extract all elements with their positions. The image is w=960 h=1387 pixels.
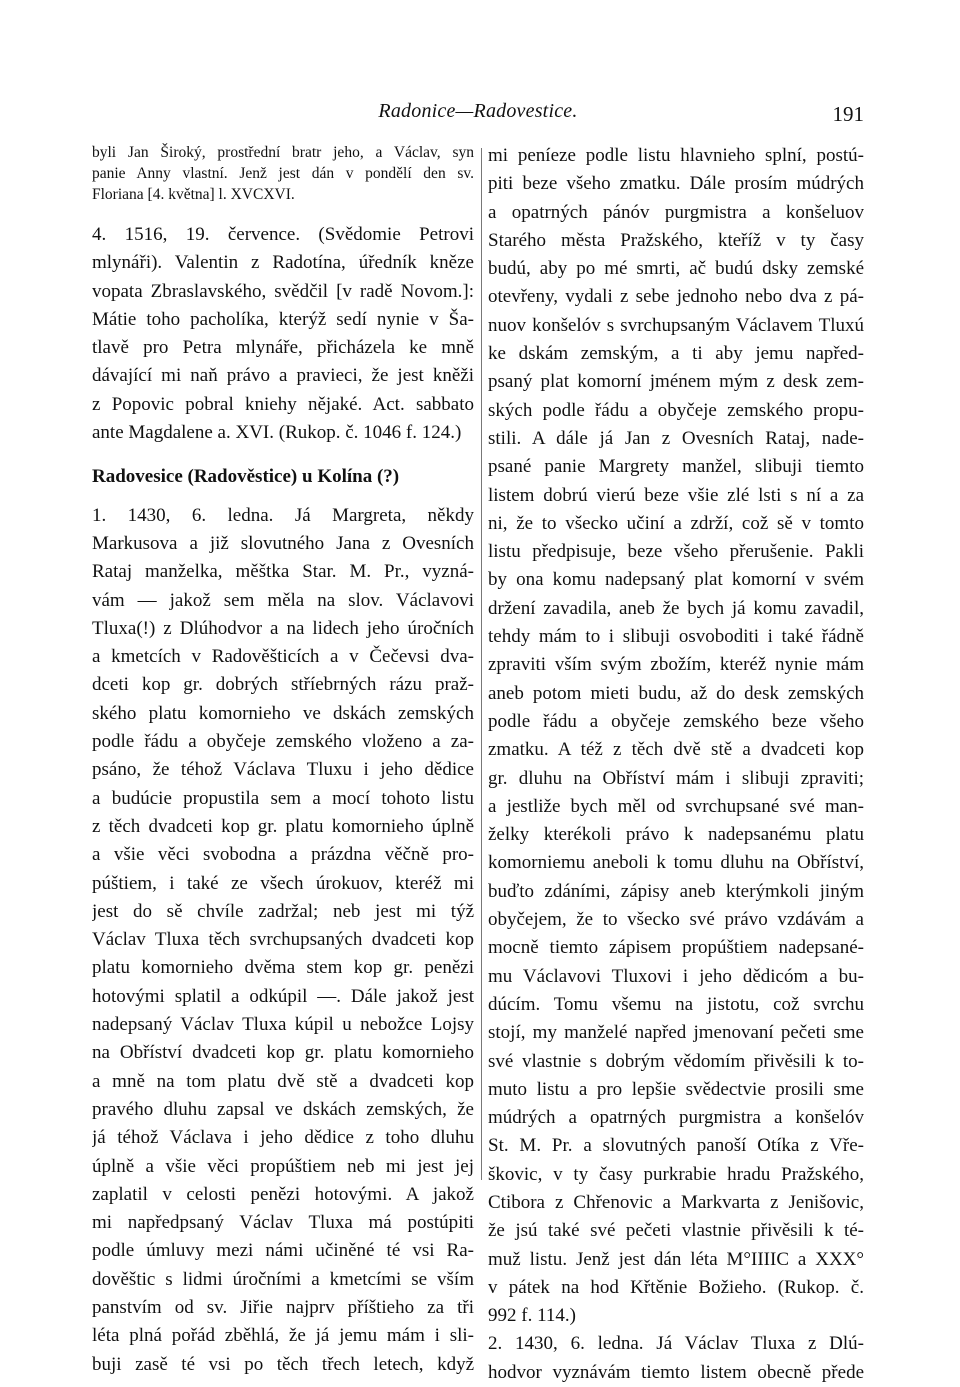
text-line: stojí, my manželé napřed jmenovaní pečeti sme	[488, 1022, 864, 1044]
text-line: mi napředpsaný Václav Tluxa má postúpiti	[92, 1212, 474, 1234]
text-line: Ctibora z Chřenovic a Markvarta z Jenišovic,	[488, 1191, 864, 1213]
text-line: platu komornieho dvěma stem kop gr. penězi	[92, 957, 474, 979]
text-line: 2. 1430, 6. ledna. Já Václav Tluxa z Dlú-	[488, 1333, 864, 1355]
text-line: nuov konšelóv s svrchupsaným Václavem Tluxú	[488, 314, 864, 336]
text-line: podle řádu a obyčeje zemského beze všeho	[488, 710, 864, 732]
text-line: otevřeny, vydali z sebe jednoho nebo dva z pá-	[488, 286, 864, 308]
text-line: vopata Zbraslavského, svědčil [v radě Novom.]:	[92, 280, 474, 302]
text-line: ských podle řádu a obyčeje zemského propu-	[488, 399, 864, 421]
text-line: ského platu komornieho ve dskách zemských	[92, 702, 474, 724]
text-line: ni, že to všecko učiní a zdrží, což sě v tomto	[488, 512, 864, 534]
text-line: a budúcie propustila sem a mocí tohoto listu	[92, 787, 474, 809]
running-title: Radonice—Radovestice.	[378, 100, 578, 122]
text-line: Václav Tluxa těch svrchupsaných dvadceti kop	[92, 929, 474, 951]
running-header	[92, 100, 864, 130]
text-line: panie Anny vlastní. Jenž jest dán v pondělí den sv.	[92, 165, 474, 182]
text-line: Rataj manželka, měštka Star. M. Pr., vyzná-	[92, 561, 474, 583]
text-line: Mátie toho pacholíka, kterýž sedí nynie v Ša-	[92, 308, 474, 330]
text-line: dávající mi naň právo a pravieci, že jest kněži	[92, 365, 474, 387]
text-line: by ona komu nadepsaný plat komorní v svém	[488, 569, 864, 591]
text-line: dověštic s lidmi úročními a kmetcími se vším	[92, 1268, 474, 1290]
text-line: 4. 1516, 19. července. (Svědomie Petrovi	[92, 224, 474, 245]
text-line: byli Jan Široký, prostřední bratr jeho, a Václav, syn	[92, 144, 474, 161]
text-line: listem dobrú vierú beze všie zlé lsti s ní a za	[488, 484, 864, 506]
column-divider	[481, 148, 482, 1180]
text-line: púštiem, i také ze všech úrokuov, kteréž mi	[92, 872, 474, 894]
text-line: podle úmluvy mezi námi učiněné té vsi Ra-	[92, 1240, 474, 1262]
text-line: budú, aby po mé smrti, ač budú dsky zemské	[488, 258, 864, 280]
text-line: buďto zdáními, zápisy aneb kterýmkoli jiným	[488, 880, 864, 902]
intro-paragraph	[92, 142, 474, 205]
text-line: listu předpisuje, beze všeho přerušenie. Pakli	[488, 541, 864, 563]
text-line: jest do sě chvíle zadržal; neb jest mi týž	[92, 900, 474, 922]
page-number: 191	[832, 102, 864, 126]
text-line: Floriana [4. května] l. XVCXVI.	[92, 186, 295, 203]
text-line: své vlastnie s dobrým vědomím přivěsili k to-	[488, 1050, 864, 1072]
text-line: panstvím od sv. Jiřie najprv příštieho za tři	[92, 1296, 474, 1318]
text-line: aneb potom mieti budu, až do desk zemských	[488, 682, 864, 704]
text-line: na Obříství dvadceti kop gr. platu komornieho	[92, 1042, 474, 1064]
text-line: obyčejem, že to všecko své právo vzdávám a	[488, 909, 864, 931]
text-line: Tluxa(!) z Dlúhodvor a na lidech jeho úročních	[92, 617, 474, 639]
text-line: St. M. Pr. a slovutných panoší Otíka z Vře-	[488, 1135, 864, 1157]
text-line: ke dskám zemským, a ti aby jemu napřed-	[488, 343, 864, 365]
text-line: a mně na tom platu dvě stě a dvadceti kop	[92, 1070, 474, 1092]
text-line: Markusova a již slovutného Jana z Ovesních	[92, 532, 474, 554]
text-line: piti beze všeho zmatku. Dále prosím múdrých	[488, 173, 864, 195]
entry-4-paragraph	[92, 221, 474, 447]
text-line: podle řádu a obyčeje zemského vloženo a za-	[92, 731, 474, 753]
text-line: tehdy mám to i slibuji osvoboditi i také řádně	[488, 626, 864, 648]
text-line: psaný plat komorní jménem mým z desk zem-	[488, 371, 864, 393]
text-line: gr. dluhu na Obříství mám i slibuji zpraviti;	[488, 767, 864, 789]
text-line: v pátek na hod Křtěnie Božieho. (Rukop. č.	[488, 1276, 864, 1298]
text-line: dceti kop gr. dobrých stříebrných rázu praž-	[92, 674, 474, 696]
text-line: dúcím. Tomu všemu na jistotu, což svrchu	[488, 993, 864, 1015]
right-column	[488, 142, 864, 1387]
text-line: psáno, že téhož Václava Tluxu i jeho dědice	[92, 759, 474, 781]
entry-1-paragraph	[92, 502, 474, 1379]
section-heading: Radovesice (Radověstice) u Kolína (?)	[92, 466, 400, 488]
text-line: zaplatil v celosti penězi hotovými. A jakož	[92, 1183, 474, 1205]
text-line: pravého dluhu zapsal ve dskách zemských, že	[92, 1098, 474, 1120]
text-line: škovic, v ty časy purkrabie hradu Pražského,	[488, 1163, 864, 1185]
text-line: léta plná pořád zběhlá, že já jemu mám i sli-	[92, 1325, 474, 1347]
right-column-text	[488, 142, 864, 1387]
text-line: múdrých a opatrných purgmistra a konšelóv	[488, 1107, 864, 1129]
text-line: muto listu a pro lepšie svědectvie prosili sme	[488, 1078, 864, 1100]
text-line: želky kterékoli právo k nadepsanému platu	[488, 824, 864, 846]
left-column	[92, 142, 474, 1379]
text-line: držení zavadila, aneb že bych já komu zavadil,	[488, 597, 864, 619]
text-line: zmatku. A též z těch dvě stě a dvadceti kop	[488, 739, 864, 761]
text-line: já téhož Václava i jeho dědice z toho dluhu	[92, 1127, 474, 1149]
text-line: 1. 1430, 6. ledna. Já Margreta, někdy	[92, 504, 474, 526]
text-line: ante Magdalene a. XVI. (Rukop. č. 1046 f. 124.)	[92, 422, 462, 444]
text-line: mi peníeze podle listu hlavnieho splní, postú-	[488, 145, 864, 166]
text-line: mocně tiemto zápisem propúštiem nadepsané-	[488, 937, 864, 959]
text-line: vám — jakož sem měla na slov. Václavovi	[92, 589, 474, 611]
text-line: zpraviti vším svým zbožím, kteréž nynie mám	[488, 654, 864, 676]
text-line: psané panie Margrety manžel, slibuji tiemto	[488, 456, 864, 478]
text-line: že jsú také své pečeti vlastnie přivěsili k té-	[488, 1220, 864, 1242]
text-line: komorniemu aneboli k tomu dluhu na Obříství,	[488, 852, 864, 874]
text-line: muž listu. Jenž jest dán léta M°IIIIC a XXX°	[488, 1248, 864, 1270]
text-line: hodvor vyznávám tiemto listem obecně přede	[488, 1361, 864, 1383]
text-line: z těch dvadceti kop gr. platu komornieho úplně	[92, 815, 474, 837]
text-line: buji zasě té vsi po těch třech letech, když	[92, 1353, 474, 1375]
text-line: stili. A dále já Jan z Ovesních Rataj, nade-	[488, 427, 864, 449]
text-line: mlynáři). Valentin z Radotína, úředník kněze	[92, 252, 474, 274]
text-line: úplně a všie věci propúštiem neb mi jest jej	[92, 1155, 474, 1177]
text-line: a kmetcích v Radověšticích a v Čečevsi dva-	[92, 646, 474, 668]
text-line: hotovými splatil a odkúpil —. Dále jakož jest	[92, 985, 474, 1007]
text-line: a jestliže bych měl od svrchupsané své man-	[488, 795, 864, 817]
text-line: z Popovic pobral kniehy nějaké. Act. sabbato	[92, 393, 474, 415]
text-line: tlavě pro Petra mlynáře, přicházela ke mně	[92, 337, 474, 359]
text-line: Starého města Pražského, kteříž v ty časy	[488, 229, 864, 251]
text-line: a opatrných pánóv purgmistra a konšeluov	[488, 201, 864, 223]
text-line: 992 f. 114.)	[488, 1305, 576, 1327]
text-line: nadepsaný Václav Tluxa kúpil u nebožce Lojsy	[92, 1014, 474, 1036]
text-line: mu Václavovi Tluxovi i jeho dědicóm a bu-	[488, 965, 864, 987]
text-line: a všie věci svobodna a prázdna věčně pro-	[92, 844, 474, 866]
